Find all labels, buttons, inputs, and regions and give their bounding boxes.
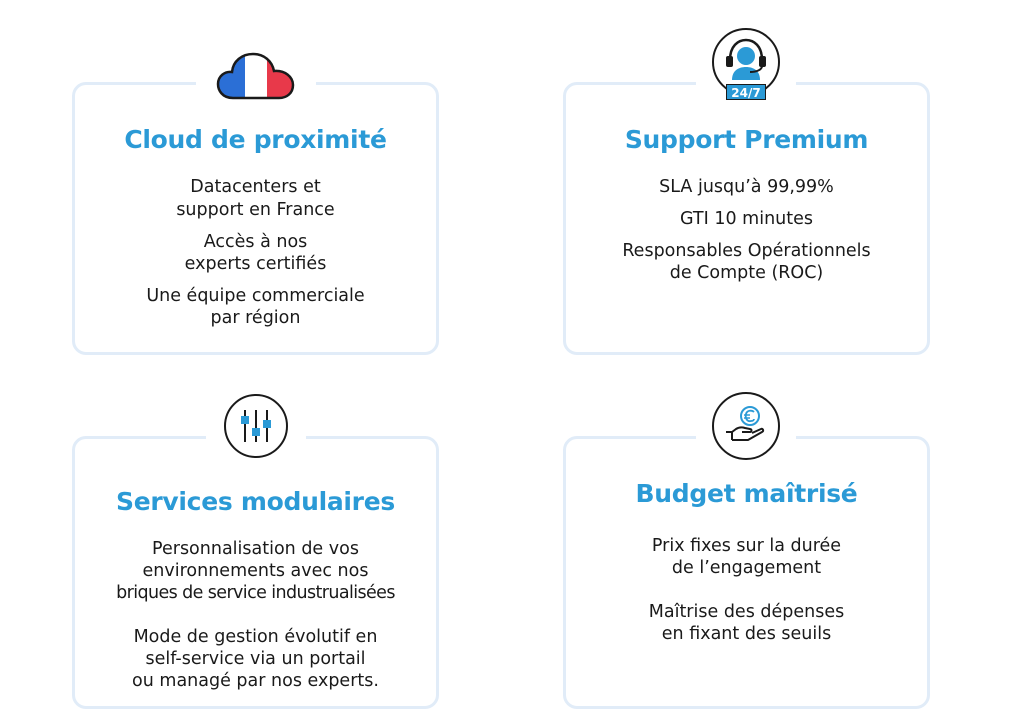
card-line: GTI 10 minutes: [679, 209, 814, 229]
support-24-7-icon: [710, 28, 782, 92]
card-title: Budget maîtrisé: [635, 479, 858, 508]
badge-24-7: 24/7: [726, 84, 766, 100]
budget-badge: [696, 392, 796, 460]
card-title: Cloud de proximité: [124, 125, 387, 154]
card-line: Une équipe commerciale: [146, 286, 365, 306]
card-cloud-proximite: [72, 82, 439, 355]
card-line: Prix fixes sur la durée: [651, 536, 842, 556]
card-line: Maîtrise des dépenses: [648, 602, 845, 622]
cloud-badge: [196, 44, 316, 108]
card-line: Personnalisation de vos: [152, 539, 359, 559]
card-line: de l’engagement: [671, 558, 822, 578]
support-badge: [696, 26, 796, 106]
card-line: support en France: [176, 200, 335, 220]
card-line: Mode de gestion évolutif en: [133, 627, 378, 647]
card-line: briques de service industrualisées: [116, 583, 395, 603]
card-line: environnements avec nos: [142, 561, 369, 581]
card-line: Accès à nos: [203, 232, 308, 252]
card-line: de Compte (ROC): [669, 263, 824, 283]
card-line: par région: [210, 308, 301, 328]
card-line: en fixant des seuils: [661, 624, 832, 644]
card-line: self-service via un portail: [145, 649, 366, 669]
card-title: Support Premium: [624, 125, 869, 154]
sliders-badge: [206, 390, 306, 462]
card-support-premium: [563, 82, 930, 355]
card-services-modulaires: [72, 436, 439, 709]
card-title: Services modulaires: [116, 487, 395, 516]
card-budget-maitrise: [563, 436, 930, 709]
sliders-icon: [236, 406, 276, 446]
sliders-circle: [224, 394, 288, 458]
card-line: Responsables Opérationnels: [622, 241, 871, 261]
card-line: ou managé par nos experts.: [132, 671, 379, 691]
euro-hand-icon: [722, 402, 770, 450]
card-line: experts certifiés: [184, 254, 327, 274]
cloud-france-icon: [215, 50, 297, 102]
budget-circle: [712, 392, 780, 460]
card-line: SLA jusqu’à 99,99%: [659, 177, 834, 197]
card-line: Datacenters et: [190, 177, 321, 197]
